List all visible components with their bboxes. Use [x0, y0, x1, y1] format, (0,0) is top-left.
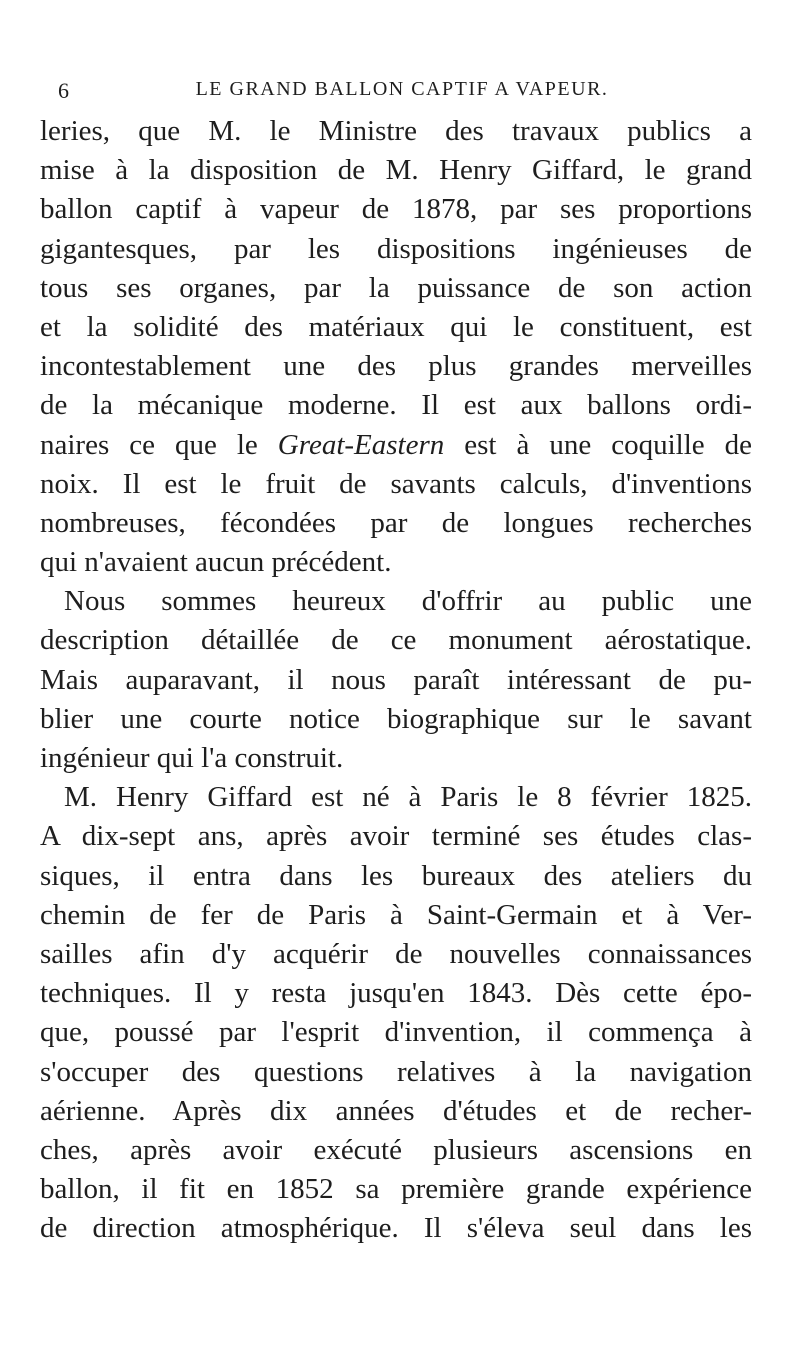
text-line: techniques. Il y resta jusqu'en 1843. Dès cette épo- [40, 977, 752, 1010]
text-line: nombreuses, fécondées par de longues recherches [40, 506, 752, 539]
text-line: blier une courte notice biographique sur le savant [40, 702, 752, 735]
text-line: mise à la disposition de M. Henry Giffard, le grand [40, 154, 752, 187]
text-line: que, poussé par l'esprit d'invention, il commença à [40, 1016, 752, 1049]
text-line: noix. Il est le fruit de savants calculs, d'inventions [40, 467, 752, 500]
text-line: Mais auparavant, il nous paraît intéressant de pu- [40, 663, 752, 696]
text-line: incontestablement une des plus grandes merveilles [40, 350, 752, 383]
text-line: tous ses organes, par la puissance de son action [40, 271, 752, 304]
running-head [52, 78, 752, 106]
text-line: ballon captif à vapeur de 1878, par ses proportions [40, 193, 752, 226]
line-segment: naires ce que le [40, 428, 278, 461]
ship-name-italic: Great-Eastern [277, 428, 445, 461]
paragraph-start-line: M. Henry Giffard est né à Paris le 8 février 1825. [64, 781, 752, 814]
text-line-great-eastern [40, 426, 752, 465]
text-line: sailles afin d'y acquérir de nouvelles connaissances [40, 937, 752, 970]
text-line: s'occuper des questions relatives à la navigation [40, 1055, 752, 1088]
text-line: gigantesques, par les dispositions ingénieuses de [40, 232, 752, 265]
body-text [40, 112, 752, 1248]
text-line: A dix-sept ans, après avoir terminé ses études clas- [40, 820, 752, 853]
text-line: description détaillée de ce monument aérostatique. [40, 624, 752, 657]
running-head-title: LE GRAND BALLON CAPTIF A VAPEUR. [195, 78, 609, 100]
text-line: et la solidité des matériaux qui le constituent, est [40, 310, 752, 343]
text-line: ingénieur qui l'a construit. [40, 742, 344, 774]
page-number: 6 [58, 78, 70, 103]
paragraph-start-line: Nous sommes heureux d'offrir au public une [64, 585, 752, 618]
text-line: leries, que M. le Ministre des travaux publics a [40, 115, 752, 147]
text-line: de la mécanique moderne. Il est aux ballons ordi- [40, 389, 752, 422]
text-line: qui n'avaient aucun précédent. [40, 546, 392, 579]
text-line: ballon, il fit en 1852 sa première grande expérience [40, 1173, 752, 1206]
line-segment: est à une coquille de [444, 428, 752, 461]
text-line: de direction atmosphérique. Il s'éleva seul dans les [40, 1212, 752, 1245]
text-line: siques, il entra dans les bureaux des ateliers du [40, 859, 752, 892]
text-line: chemin de fer de Paris à Saint-Germain et à Ver- [40, 898, 752, 931]
text-line: ches, après avoir exécuté plusieurs ascensions en [40, 1133, 752, 1166]
text-line: aérienne. Après dix années d'études et de recher- [40, 1094, 752, 1127]
